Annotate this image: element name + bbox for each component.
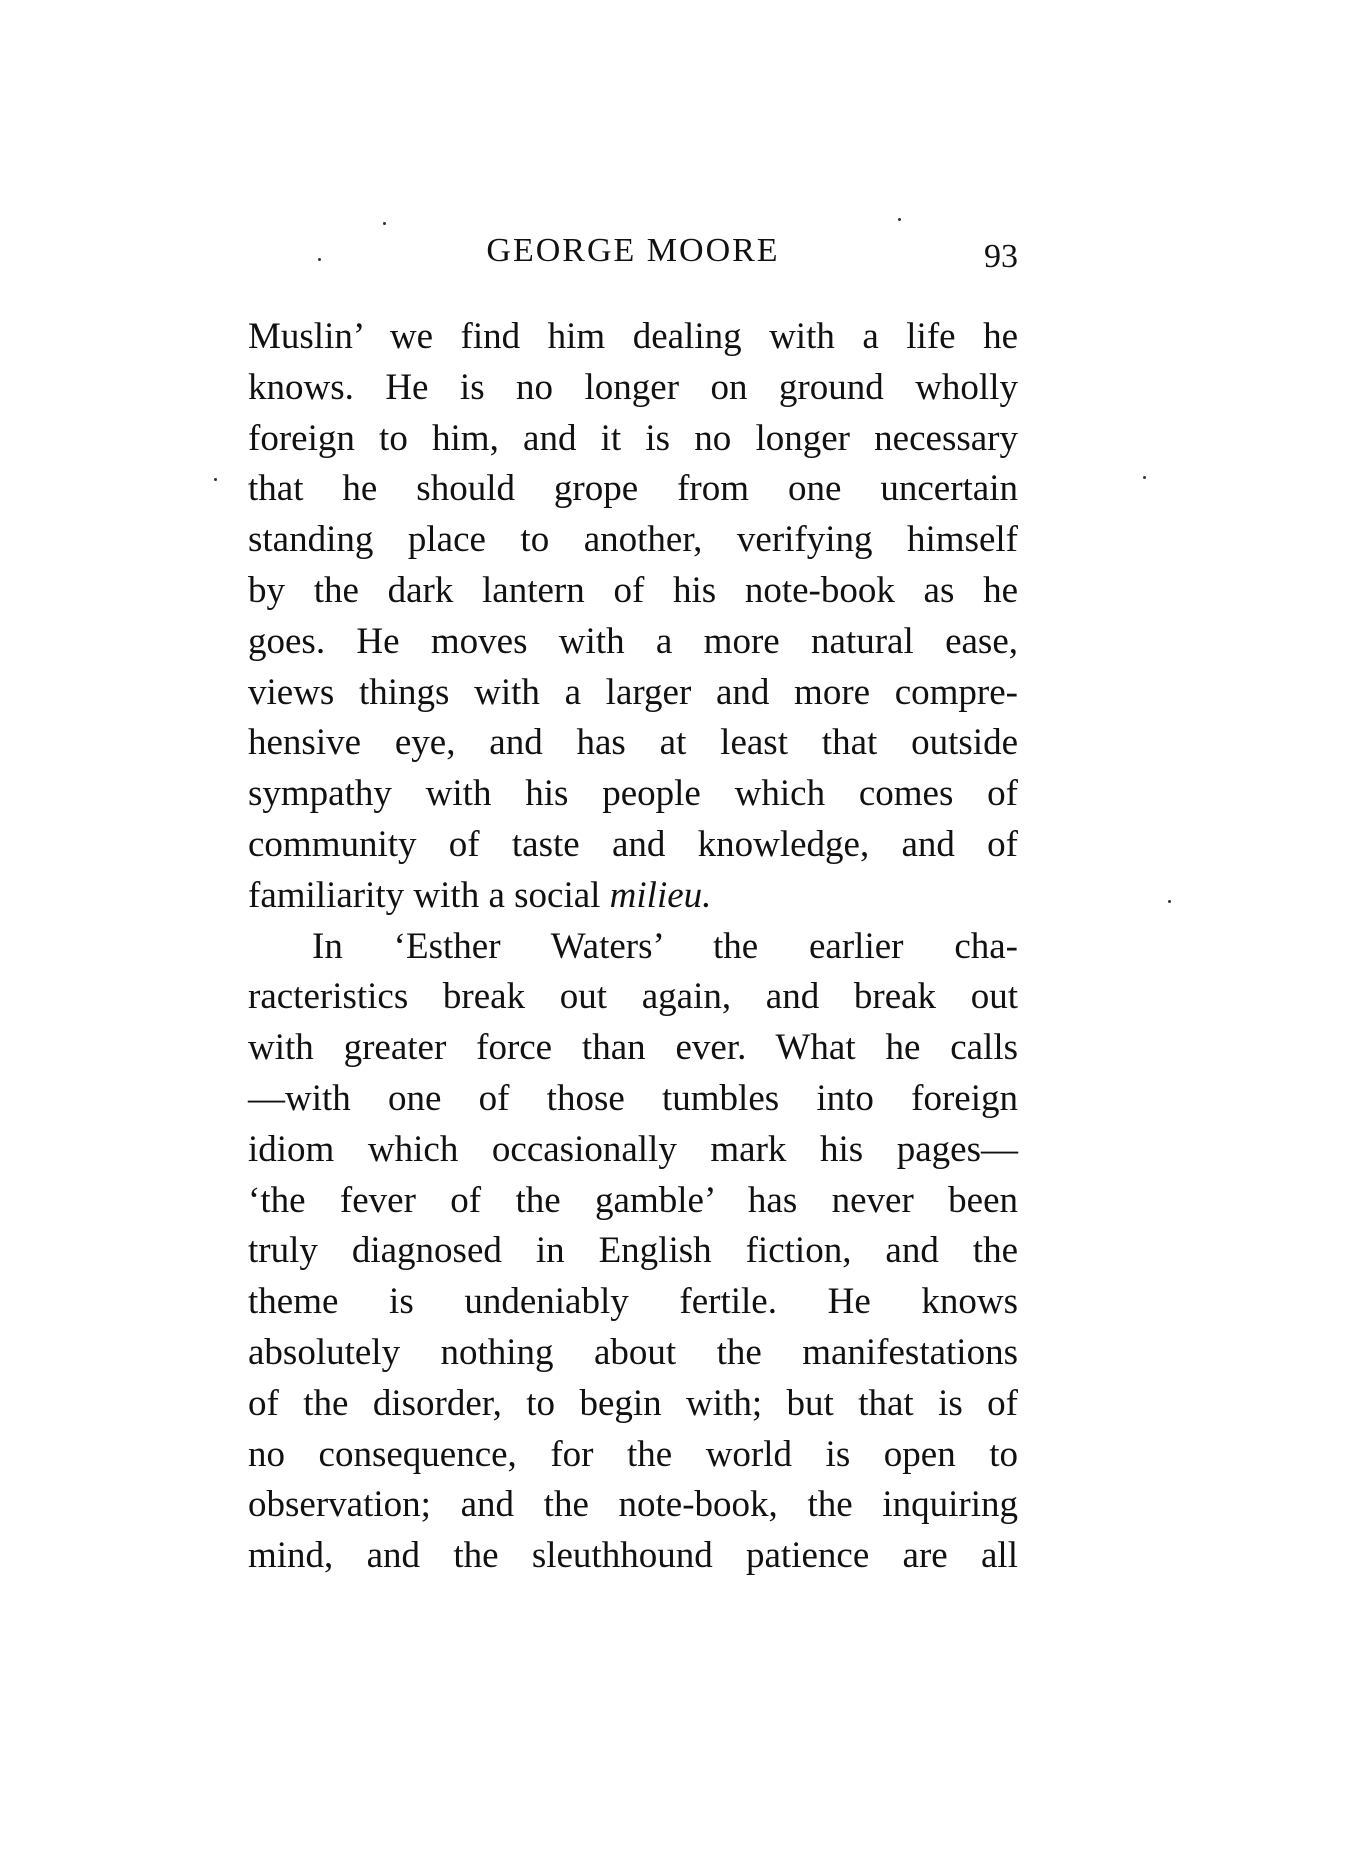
text-line: absolutely nothing about the manifestations [248, 1331, 1018, 1373]
text-line: with greater force than ever. What he calls [248, 1027, 1018, 1069]
text-line: —with one of those tumbles into foreign [248, 1077, 1018, 1119]
text-line: truly diagnosed in English fiction, and the [248, 1230, 1018, 1272]
scan-speck [383, 222, 386, 225]
scan-speck [1143, 476, 1146, 479]
text-line: mind, and the sleuthhound patience are all [248, 1535, 1018, 1577]
scan-speck [898, 218, 901, 221]
scan-speck [1168, 900, 1171, 903]
text-line: In ‘Esther Waters’ the earlier cha- [312, 925, 1018, 967]
text-line: Muslin’ we find him dealing with a life he [248, 316, 1018, 357]
text-line: ‘the fever of the gamble’ has never been [248, 1179, 1018, 1221]
text-line: theme is undeniably fertile. He knows [248, 1281, 1018, 1323]
text-line: community of taste and knowledge, and of [248, 823, 1018, 865]
paragraph-2 [248, 922, 1018, 1582]
text-line: that he should grope from one uncertain [248, 468, 1018, 510]
paragraph-1 [248, 312, 1018, 922]
text-line: idiom which occasionally mark his pages— [248, 1128, 1018, 1170]
text-line-prefix: familiarity with a social [248, 874, 610, 916]
body-text [248, 312, 1018, 1582]
italic-term: milieu. [609, 874, 712, 916]
text-line-last [248, 871, 1018, 922]
text-line: hensive eye, and has at least that outside [248, 722, 1018, 764]
scan-speck [214, 478, 217, 481]
running-head [248, 232, 1018, 292]
text-line: goes. He moves with a more natural ease, [248, 620, 1018, 662]
text-line: knows. He is no longer on ground wholly [248, 366, 1018, 408]
text-line: no consequence, for the world is open to [248, 1433, 1018, 1475]
text-line: of the disorder, to begin with; but that is of [248, 1382, 1018, 1424]
text-line: views things with a larger and more compre- [248, 671, 1018, 713]
text-line: by the dark lantern of his note-book as he [248, 569, 1018, 611]
text-line: sympathy with his people which comes of [248, 773, 1018, 815]
text-line: standing place to another, verifying himself [248, 519, 1018, 561]
running-title: GEORGE MOORE [486, 232, 780, 269]
text-line: racteristics break out again, and break out [248, 976, 1018, 1018]
page-number: 93 [984, 238, 1018, 275]
text-line: foreign to him, and it is no longer necessary [248, 417, 1018, 459]
text-line: observation; and the note-book, the inquiring [248, 1484, 1018, 1526]
